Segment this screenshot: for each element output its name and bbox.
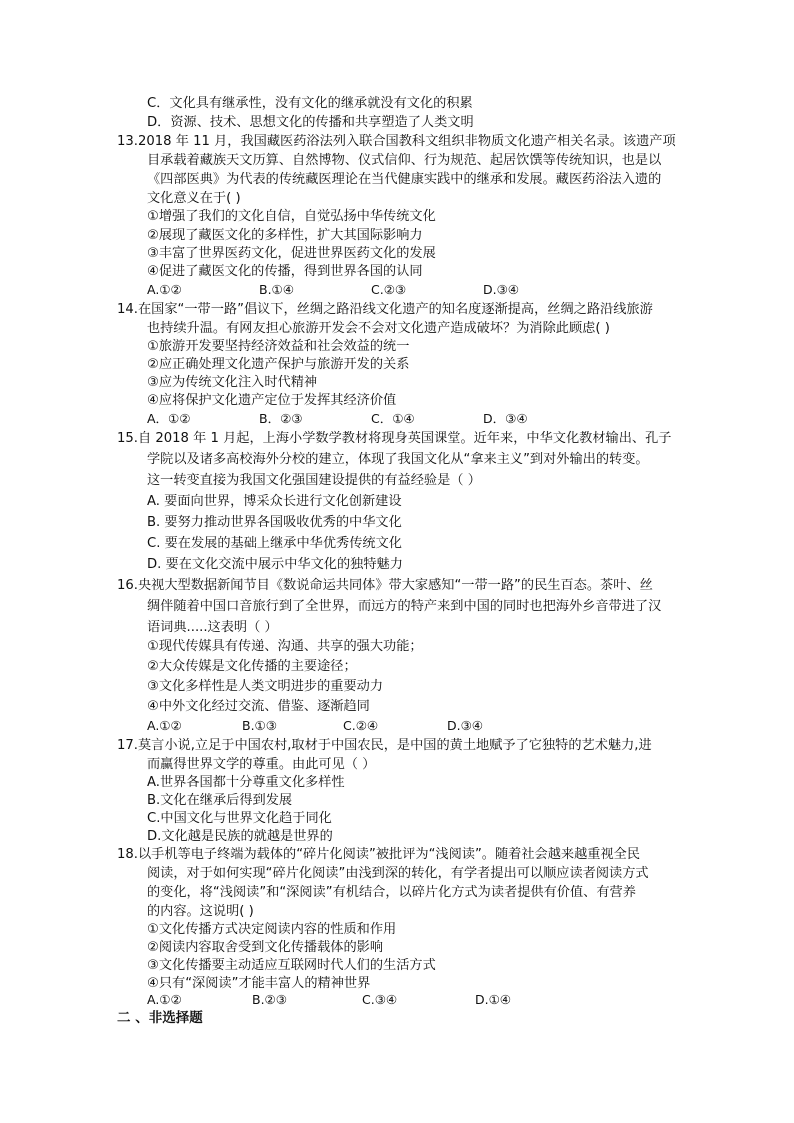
q13-option-c: C.②③	[371, 282, 407, 297]
q18-option-c: C.③④	[362, 992, 398, 1007]
q18-stem-line-1: 18.以手机等电子终端为载体的“碎片化阅读”被批评为“浅阅读”。随着社会越来越重视全民	[117, 847, 641, 862]
section-title-non-choice: 二 、非选择题	[117, 1010, 203, 1026]
q16-stem-line-1: 16.央视大型数据新闻节目《数说命运共同体》带大家感知“一带一路”的民生百态。茶叶、丝	[117, 578, 653, 593]
q13-item-4: ④促进了藏医文化的传播，得到世界各国的认同	[147, 264, 423, 279]
q16-item-4: ④中外文化经过交流、借鉴、逐渐趋同	[147, 699, 370, 714]
q15-option-b: B. 要努力推动世界各国吸收优秀的中华文化	[147, 515, 402, 530]
q14-item-1: ①旅游开发要坚持经济效益和社会效益的统一	[147, 339, 410, 354]
q13-stem-line-1: 13.2018 年 11 月，我国藏医药浴法列入联合国教科文组织非物质文化遗产相关名录。该遗产项	[117, 134, 676, 149]
q16-stem-line-3: 语词典.....这表明（ ）	[147, 620, 278, 635]
prev-option-d: D．资源、技术、思想文化的传播和共享塑造了人类文明	[147, 115, 474, 130]
prev-option-c: C．文化具有继承性，没有文化的继承就没有文化的积累	[147, 96, 473, 111]
q14-option-a: A．①②	[147, 411, 191, 426]
q15-option-a: A. 要面向世界，博采众长进行文化创新建设	[147, 494, 402, 509]
q18-item-3: ③文化传播要主动适应互联网时代人们的生活方式	[147, 958, 436, 973]
q18-item-4: ④只有“深阅读”才能丰富人的精神世界	[147, 976, 371, 991]
q18-option-d: D.①④	[475, 992, 512, 1007]
q16-option-b: B.①③	[242, 718, 277, 733]
q17-option-d: D.文化越是民族的就越是世界的	[147, 829, 333, 844]
q13-option-d: D.③④	[483, 282, 520, 297]
q14-option-d: D．③④	[483, 411, 528, 426]
q13-stem-line-3: 《四部医典》为代表的传统藏医理论在当代健康实践中的继承和发展。藏医药浴法入遗的	[147, 172, 662, 187]
q17-option-c: C.中国文化与世界文化趋于同化	[147, 811, 332, 826]
q18-stem-line-4: 的内容。这说明( )	[147, 904, 254, 919]
q16-stem-line-2: 绸伴随着中国口音旅行到了全世界，而远方的特产来到中国的同时也把海外乡音带进了汉	[147, 599, 662, 614]
q14-stem-line-1: 14.在国家“一带一路”倡议下，丝绸之路沿线文化遗产的知名度逐渐提高，丝绸之路沿线旅游	[117, 302, 653, 317]
q13-stem-line-4: 文化意义在于( )	[147, 191, 241, 206]
q14-option-c: C．①④	[371, 411, 415, 426]
q14-item-2: ②应正确处理文化遗产保护与旅游开发的关系	[147, 357, 410, 372]
q18-item-2: ②阅读内容取舍受到文化传播载体的影响	[147, 940, 384, 955]
q16-item-1: ①现代传媒具有传递、沟通、共享的强大功能；	[147, 639, 423, 654]
q16-option-d: D.③④	[447, 718, 484, 733]
q14-item-4: ④应将保护文化遗产定位于发挥其经济价值	[147, 393, 397, 408]
q15-stem-line-3: 这一转变直接为我国文化强国建设提供的有益经验是（ ）	[147, 473, 481, 488]
q16-item-3: ③文化多样性是人类文明进步的重要动力	[147, 679, 384, 694]
q16-option-c: C.②④	[343, 718, 379, 733]
q13-option-b: B.①④	[259, 282, 294, 297]
q17-option-b: B.文化在继承后得到发展	[147, 793, 293, 808]
q15-option-c: C. 要在发展的基础上继承中华优秀传统文化	[147, 536, 402, 551]
q15-stem-line-1: 15.自 2018 年 1 月起，上海小学数学教材将现身英国课堂。近年来，中华文化教材输出、孔子	[117, 431, 672, 446]
q18-option-a: A.①②	[147, 992, 182, 1007]
q13-item-3: ③丰富了世界医药文化，促进世界医药文化的发展	[147, 246, 436, 261]
q13-item-2: ②展现了藏医文化的多样性，扩大其国际影响力	[147, 228, 423, 243]
q17-stem-line-2: 而赢得世界文学的尊重。由此可见（ ）	[147, 757, 376, 772]
q15-stem-line-2: 学院以及诸多高校海外分校的建立，体现了我国文化从“拿来主义”到对外输出的转变。	[147, 452, 649, 467]
q18-item-1: ①文化传播方式决定阅读内容的性质和作用	[147, 922, 397, 937]
q16-item-2: ②大众传媒是文化传播的主要途径；	[147, 659, 357, 674]
q17-stem-line-1: 17.莫言小说,立足于中国农村,取材于中国农民，是中国的黄土地赋予了它独特的艺术魅力,进	[117, 738, 652, 753]
q18-stem-line-3: 的变化，将“浅阅读”和“深阅读”有机结合，以碎片化方式为读者提供有价值、有营养	[147, 885, 636, 900]
q13-option-a: A.①②	[147, 282, 182, 297]
q18-option-b: B.②③	[252, 992, 287, 1007]
q17-option-a: A.世界各国都十分尊重文化多样性	[147, 775, 345, 790]
q14-stem-line-2: 也持续升温。有网友担心旅游开发会不会对文化遗产造成破坏？为消除此顾虑( )	[147, 321, 610, 336]
q13-item-1: ①增强了我们的文化自信，自觉弘扬中华传统文化	[147, 209, 436, 224]
q14-item-3: ③应为传统文化注入时代精神	[147, 375, 318, 390]
q14-option-b: B．②③	[259, 411, 303, 426]
q15-option-d: D. 要在文化交流中展示中华文化的独特魅力	[147, 557, 403, 572]
q18-stem-line-2: 阅读，对于如何实现“碎片化阅读”由浅到深的转化，有学者提出可以顺应读者阅读方式	[147, 866, 649, 881]
q13-stem-line-2: 目承载着藏族天文历算、自然博物、仪式信仰、行为规范、起居饮馔等传统知识，也是以	[147, 153, 662, 168]
q16-option-a: A.①②	[147, 718, 182, 733]
